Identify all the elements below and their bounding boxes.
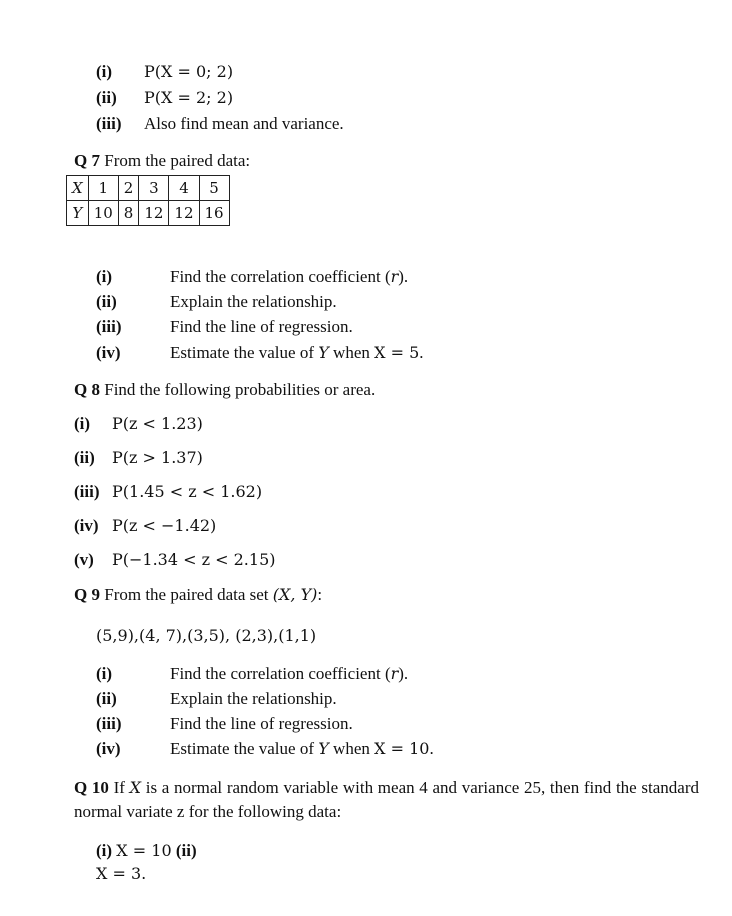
q8-item-2 (74, 448, 203, 468)
item-number: (i) (96, 664, 113, 683)
item-text: Estimate the value of (170, 739, 319, 758)
q7-heading (74, 151, 250, 171)
table-header-y: Y (67, 201, 89, 226)
question-text-start: If (113, 778, 130, 797)
question-text: From the paired data: (104, 151, 251, 170)
variable-y: Y (318, 739, 329, 758)
item-number: (iv) (96, 343, 121, 362)
probability-expression: P(z < −1.42) (112, 516, 217, 535)
item-number-2: (ii) (175, 841, 197, 860)
item-text: Explain the relationship. (170, 292, 337, 311)
condition-expression: X = 10 (374, 739, 430, 758)
table-cell: 16 (199, 201, 229, 226)
item-number: (iii) (96, 317, 122, 336)
item-number: (ii) (96, 88, 117, 107)
table-cell: 3 (139, 176, 169, 201)
item-number: (iii) (96, 114, 122, 133)
item-number: (i) (96, 62, 113, 81)
item-text-mid: when (328, 739, 375, 758)
q9-item-4 (96, 739, 434, 759)
probability-expression: P(z < 1.23) (112, 414, 203, 433)
probability-expression: P(X = 0; 2) (144, 62, 234, 81)
q8-heading (74, 380, 375, 400)
q9-item-1 (96, 664, 408, 684)
item-number: (i) (96, 267, 113, 286)
table-header-x: X (67, 176, 89, 201)
probability-expression: P(X = 2; 2) (144, 88, 234, 107)
item-text-end: . (419, 343, 424, 362)
q6-item-1 (96, 62, 233, 82)
q8-item-3 (74, 482, 262, 502)
table-cell: 12 (169, 201, 199, 226)
question-label: Q 7 (74, 151, 100, 170)
item-number: (ii) (96, 689, 117, 708)
heading-colon: : (317, 585, 323, 604)
variable-x: X (129, 778, 142, 797)
table-cell: 1 (88, 176, 118, 201)
q8-item-4 (74, 516, 216, 536)
q9-data-set (96, 626, 316, 646)
table-cell: 10 (88, 201, 118, 226)
table-cell: 12 (139, 201, 169, 226)
q10-item-1 (96, 841, 197, 861)
item-number: (iv) (96, 739, 121, 758)
q6-item-3 (96, 114, 344, 134)
probability-expression: P(−1.34 < z < 2.15) (112, 550, 276, 569)
table-cell: 2 (118, 176, 139, 201)
q8-item-1 (74, 414, 203, 434)
item-text: Estimate the value of (170, 343, 319, 362)
item-text: Explain the relationship. (170, 689, 337, 708)
item-text-end: . (429, 739, 434, 758)
variable-r: r (390, 664, 399, 683)
item-text-end: ). (398, 664, 409, 683)
item-text-mid: when (328, 343, 375, 362)
probability-expression: P(1.45 < z < 1.62) (112, 482, 263, 501)
q7-item-4 (96, 343, 424, 363)
table-row-x (67, 176, 230, 201)
paired-data-values: (5,9),(4, 7),(3,5), (2,3),(1,1) (96, 626, 317, 645)
condition-expression: X = 5 (374, 343, 420, 362)
item-number: (ii) (74, 448, 95, 467)
item-text: Find the correlation coefficient ( (170, 664, 391, 683)
question-text: Find the following probabilities or area. (104, 380, 376, 399)
variable-r: r (390, 267, 399, 286)
question-label: Q 10 (74, 778, 109, 797)
question-label: Q 9 (74, 585, 100, 604)
q6-item-2 (96, 88, 233, 108)
item-text: Also find mean and variance. (144, 114, 344, 133)
paired-data-table (66, 175, 230, 226)
table-row-y (67, 201, 230, 226)
q7-item-1 (96, 267, 408, 287)
item-text: Find the line of regression. (170, 317, 353, 336)
q9-heading (74, 585, 322, 605)
pair-notation: (X, Y) (272, 585, 318, 604)
item-number: (i) (74, 414, 91, 433)
table-cell: 5 (199, 176, 229, 201)
table-cell: 4 (169, 176, 199, 201)
q7-item-2 (96, 292, 337, 312)
value-expression: X = 3. (96, 864, 147, 883)
item-text-end: ). (398, 267, 409, 286)
item-text: Find the line of regression. (170, 714, 353, 733)
q8-item-5 (74, 550, 276, 570)
question-text: From the paired data set (104, 585, 273, 604)
probability-expression: P(z > 1.37) (112, 448, 203, 467)
item-text: Find the correlation coefficient ( (170, 267, 391, 286)
table-cell: 8 (118, 201, 139, 226)
value-expression: X = 10 (116, 841, 172, 860)
item-number: (ii) (96, 292, 117, 311)
item-number: (iv) (74, 516, 99, 535)
q7-item-3 (96, 317, 353, 337)
item-number: (i) (96, 841, 113, 860)
q10-paragraph (74, 776, 699, 824)
variable-y: Y (318, 343, 329, 362)
question-text: is a normal random variable with mean 4 and variance 25, then find the standard normal variate z for the following data: (74, 778, 700, 821)
question-label: Q 8 (74, 380, 100, 399)
q9-item-3 (96, 714, 353, 734)
q9-item-2 (96, 689, 337, 709)
item-number: (iii) (96, 714, 122, 733)
item-number: (v) (74, 550, 94, 569)
item-number: (iii) (74, 482, 100, 501)
q10-item-2 (96, 864, 146, 884)
